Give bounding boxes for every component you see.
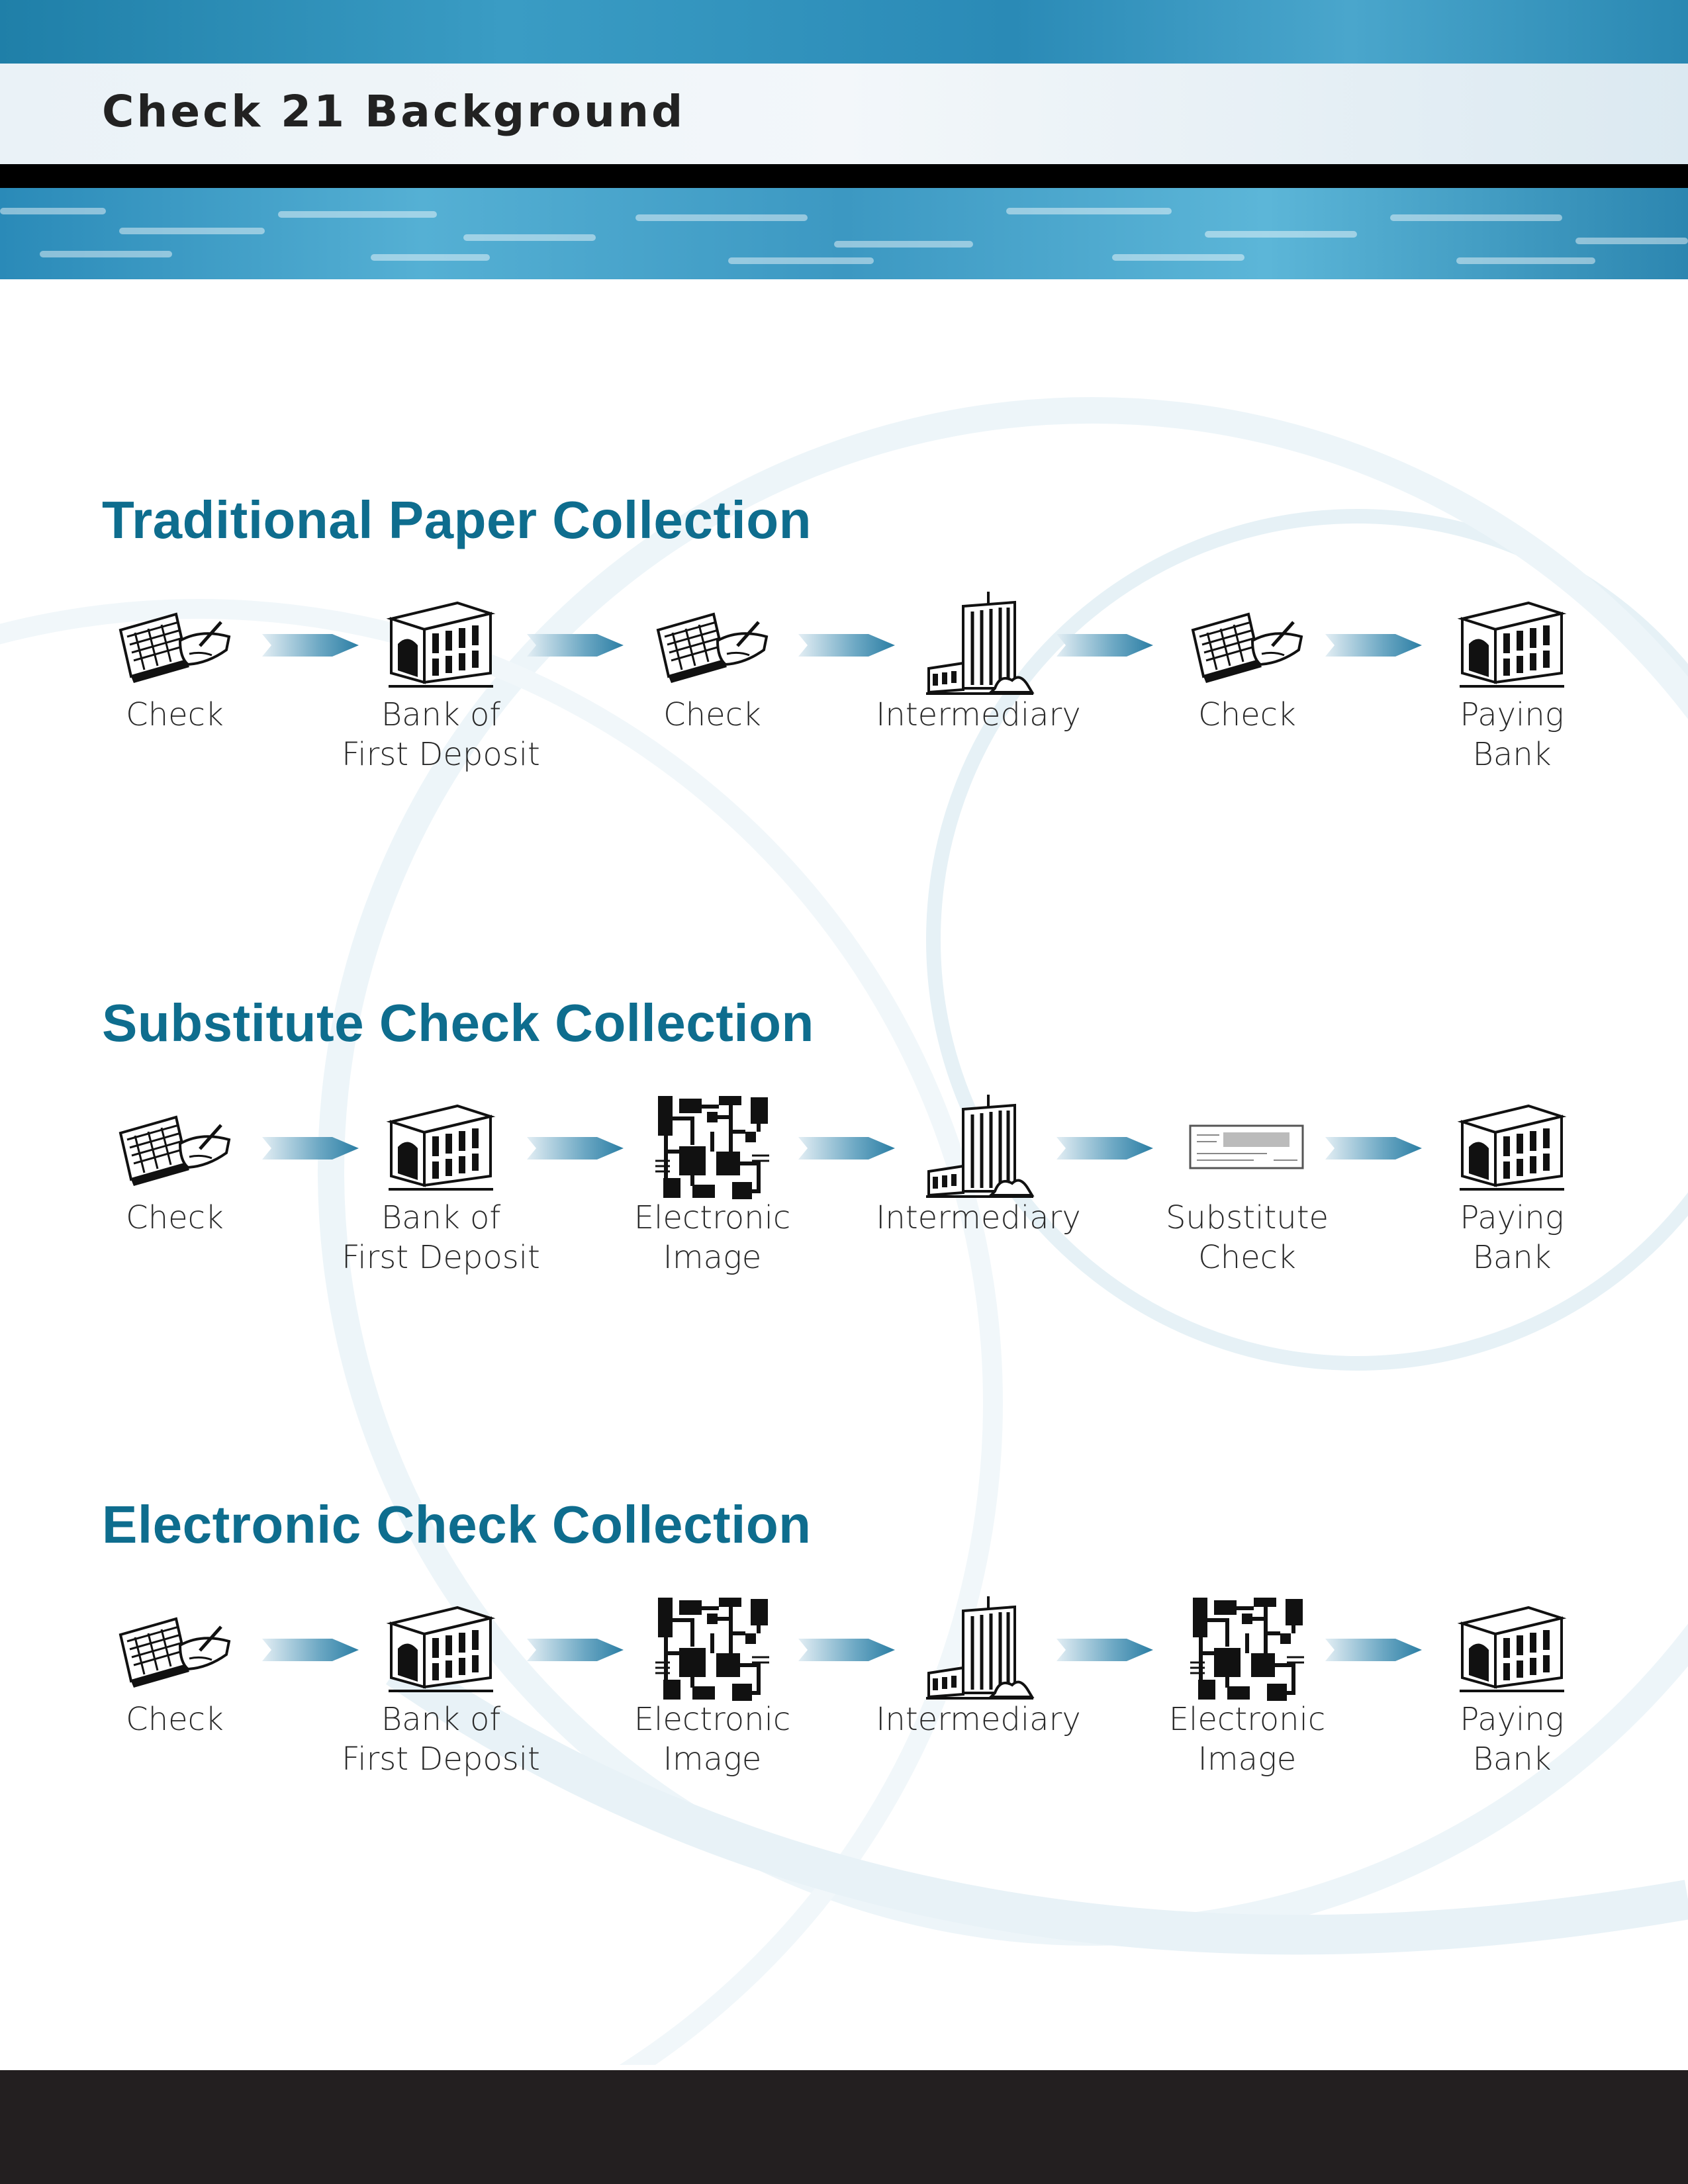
step-label-line: Image: [1197, 1741, 1297, 1778]
step-label: [322, 1198, 560, 1277]
step-label-line: Bank: [1472, 736, 1552, 773]
substitute-check-icon: [1188, 1122, 1307, 1177]
flow-arrow-icon: [1325, 1132, 1425, 1167]
section-title: Electronic Check Collection: [102, 1495, 812, 1554]
check-icon: [1188, 602, 1307, 691]
bank-icon: [1456, 1102, 1568, 1197]
check-icon: [115, 1105, 234, 1194]
flow-arrow-icon: [527, 1132, 626, 1167]
header-divider: [0, 164, 1688, 188]
flow-arrow-icon: [798, 1132, 898, 1167]
bank-icon: [385, 1604, 497, 1699]
step-label-line: Bank of: [381, 1701, 501, 1738]
header-top-band: [0, 0, 1688, 66]
step-label: [859, 695, 1098, 735]
intermediary-building-icon: [922, 1092, 1035, 1207]
section-title: Substitute Check Collection: [102, 993, 814, 1052]
step-label: [1393, 1198, 1631, 1277]
step-label-line: Check: [126, 696, 224, 733]
step-label-line: Paying: [1460, 1701, 1564, 1738]
step-label-line: First Deposit: [342, 1239, 540, 1276]
electronic-image-icon: [653, 1594, 772, 1709]
bank-icon: [385, 1102, 497, 1197]
header-decorative-strip: [0, 188, 1688, 279]
step-label-line: Intermediary: [876, 1701, 1081, 1738]
step-label: [56, 1198, 294, 1238]
bank-icon: [1456, 1604, 1568, 1699]
flow-arrow-icon: [1325, 629, 1425, 664]
step-label-line: Substitute: [1165, 1199, 1329, 1236]
step-label: [1128, 1198, 1366, 1277]
step-label-line: Intermediary: [876, 696, 1081, 733]
page-title: Check 21 Background: [102, 86, 686, 137]
page-footer: [0, 2070, 1688, 2184]
step-label-line: Check: [1198, 696, 1296, 733]
bank-icon: [1456, 599, 1568, 694]
flow-arrow-icon: [1056, 1633, 1156, 1669]
step-label-line: Check: [126, 1199, 224, 1236]
flow-arrow-icon: [262, 1132, 361, 1167]
step-label: [322, 1700, 560, 1779]
flow-arrow-icon: [1056, 629, 1156, 664]
step-label: [322, 695, 560, 774]
step-label-line: Paying: [1460, 1199, 1564, 1236]
check-icon: [115, 602, 234, 691]
flow-arrow-icon: [527, 1633, 626, 1669]
step-label: [859, 1700, 1098, 1739]
flow-arrow-icon: [527, 629, 626, 664]
step-label-line: Image: [663, 1741, 762, 1778]
step-label-line: Electronic: [633, 1199, 791, 1236]
step-label: [593, 695, 831, 735]
intermediary-building-icon: [922, 589, 1035, 704]
step-label-line: First Deposit: [342, 1741, 540, 1778]
step-label: [1128, 695, 1366, 735]
section-title: Traditional Paper Collection: [102, 490, 812, 549]
step-label-line: First Deposit: [342, 736, 540, 773]
step-label: [56, 1700, 294, 1739]
step-label-line: Bank of: [381, 696, 501, 733]
check-icon: [653, 602, 772, 691]
step-label: [56, 695, 294, 735]
step-label: [1393, 695, 1631, 774]
step-label-line: Electronic: [633, 1701, 791, 1738]
step-label-line: Image: [663, 1239, 762, 1276]
step-label-line: Intermediary: [876, 1199, 1081, 1236]
step-label-line: Paying: [1460, 696, 1564, 733]
electronic-image-icon: [653, 1092, 772, 1207]
flow-arrow-icon: [798, 1633, 898, 1669]
step-label-line: Check: [1198, 1239, 1296, 1276]
step-label-line: Check: [663, 696, 761, 733]
intermediary-building-icon: [922, 1594, 1035, 1709]
flow-arrow-icon: [1056, 1132, 1156, 1167]
step-label: [1128, 1700, 1366, 1779]
step-label-line: Bank: [1472, 1741, 1552, 1778]
step-label-line: Bank: [1472, 1239, 1552, 1276]
bank-icon: [385, 599, 497, 694]
step-label: [593, 1700, 831, 1779]
flow-arrow-icon: [262, 1633, 361, 1669]
step-label: [593, 1198, 831, 1277]
check-icon: [115, 1607, 234, 1696]
step-label: [1393, 1700, 1631, 1779]
step-label-line: Check: [126, 1701, 224, 1738]
flow-arrow-icon: [262, 629, 361, 664]
step-label: [859, 1198, 1098, 1238]
flow-arrow-icon: [1325, 1633, 1425, 1669]
step-label-line: Bank of: [381, 1199, 501, 1236]
flow-arrow-icon: [798, 629, 898, 664]
electronic-image-icon: [1188, 1594, 1307, 1709]
step-label-line: Electronic: [1168, 1701, 1326, 1738]
